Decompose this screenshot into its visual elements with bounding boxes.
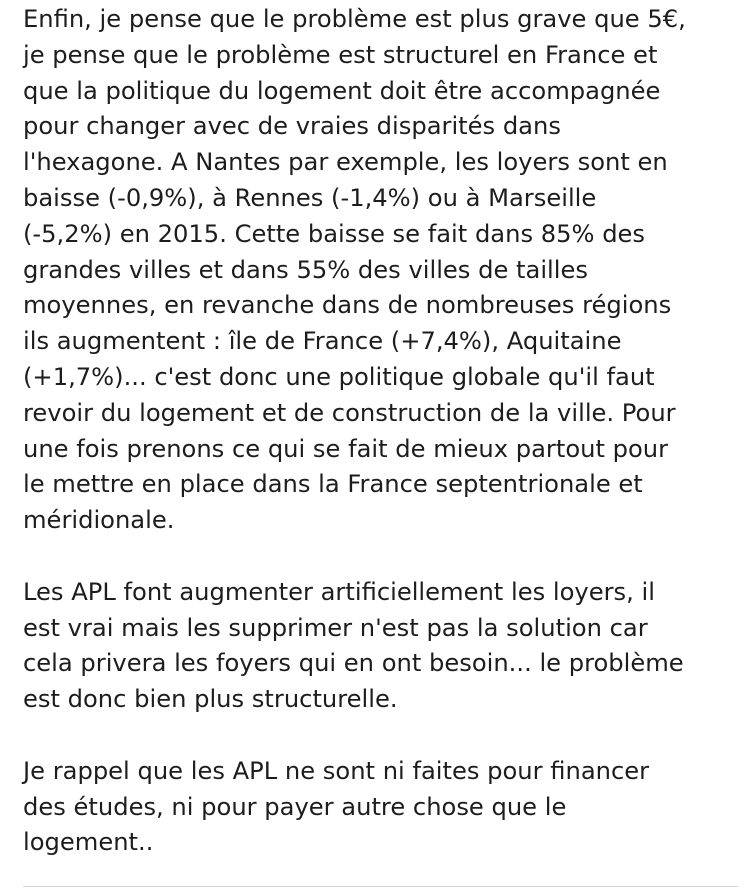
text-line: moyennes, en revanche dans de nombreuses régions [23, 291, 672, 320]
text-line: que la politique du logement doit être accompagnée [23, 76, 661, 105]
text-line: est vrai mais les supprimer n'est pas la solution car [23, 613, 648, 642]
text-line: méridionale. [23, 506, 175, 535]
post-body [23, 2, 738, 861]
text-line: ils augmentent : île de France (+7,4%), Aquitaine [23, 327, 622, 356]
text-line: Enfin, je pense que le problème est plus grave que 5€, [23, 5, 686, 33]
text-line: l'hexagone. A Nantes par exemple, les loyers sont en [23, 148, 668, 177]
text-line: logement.. [23, 828, 154, 857]
paragraph-gap [23, 539, 738, 575]
bottom-divider [23, 886, 738, 887]
text-line: cela privera les foyers qui en ont besoin... le problème [23, 649, 684, 678]
text-line: revoir du logement et de construction de la ville. Pour [23, 398, 676, 427]
text-line: baisse (-0,9%), à Rennes (-1,4%) ou à Marseille [23, 183, 597, 212]
paragraph-rent-trends [23, 2, 738, 539]
paragraph-gap [23, 718, 738, 754]
text-line: grandes villes et dans 55% des villes de tailles [23, 255, 588, 284]
text-line: (-5,2%) en 2015. Cette baisse se fait dans 85% des [23, 219, 646, 248]
text-line: (+1,7%)... c'est donc une politique globale qu'il faut [23, 362, 655, 391]
text-line: Je rappel que les APL ne sont ni faites pour financer [23, 756, 650, 785]
paragraph-apl-purpose [23, 754, 738, 861]
text-line: est donc bien plus structurelle. [23, 685, 398, 714]
text-line: des études, ni pour payer autre chose que le [23, 792, 567, 821]
text-line: pour changer avec de vraies disparités dans [23, 112, 561, 141]
text-line: une fois prenons ce qui se fait de mieux partout pour [23, 434, 669, 463]
text-line: le mettre en place dans la France septentrionale et [23, 470, 643, 499]
text-line: Les APL font augmenter artificiellement les loyers, il [23, 577, 655, 606]
text-line: je pense que le problème est structurel en France et [23, 40, 658, 69]
paragraph-apl-rents [23, 575, 738, 718]
